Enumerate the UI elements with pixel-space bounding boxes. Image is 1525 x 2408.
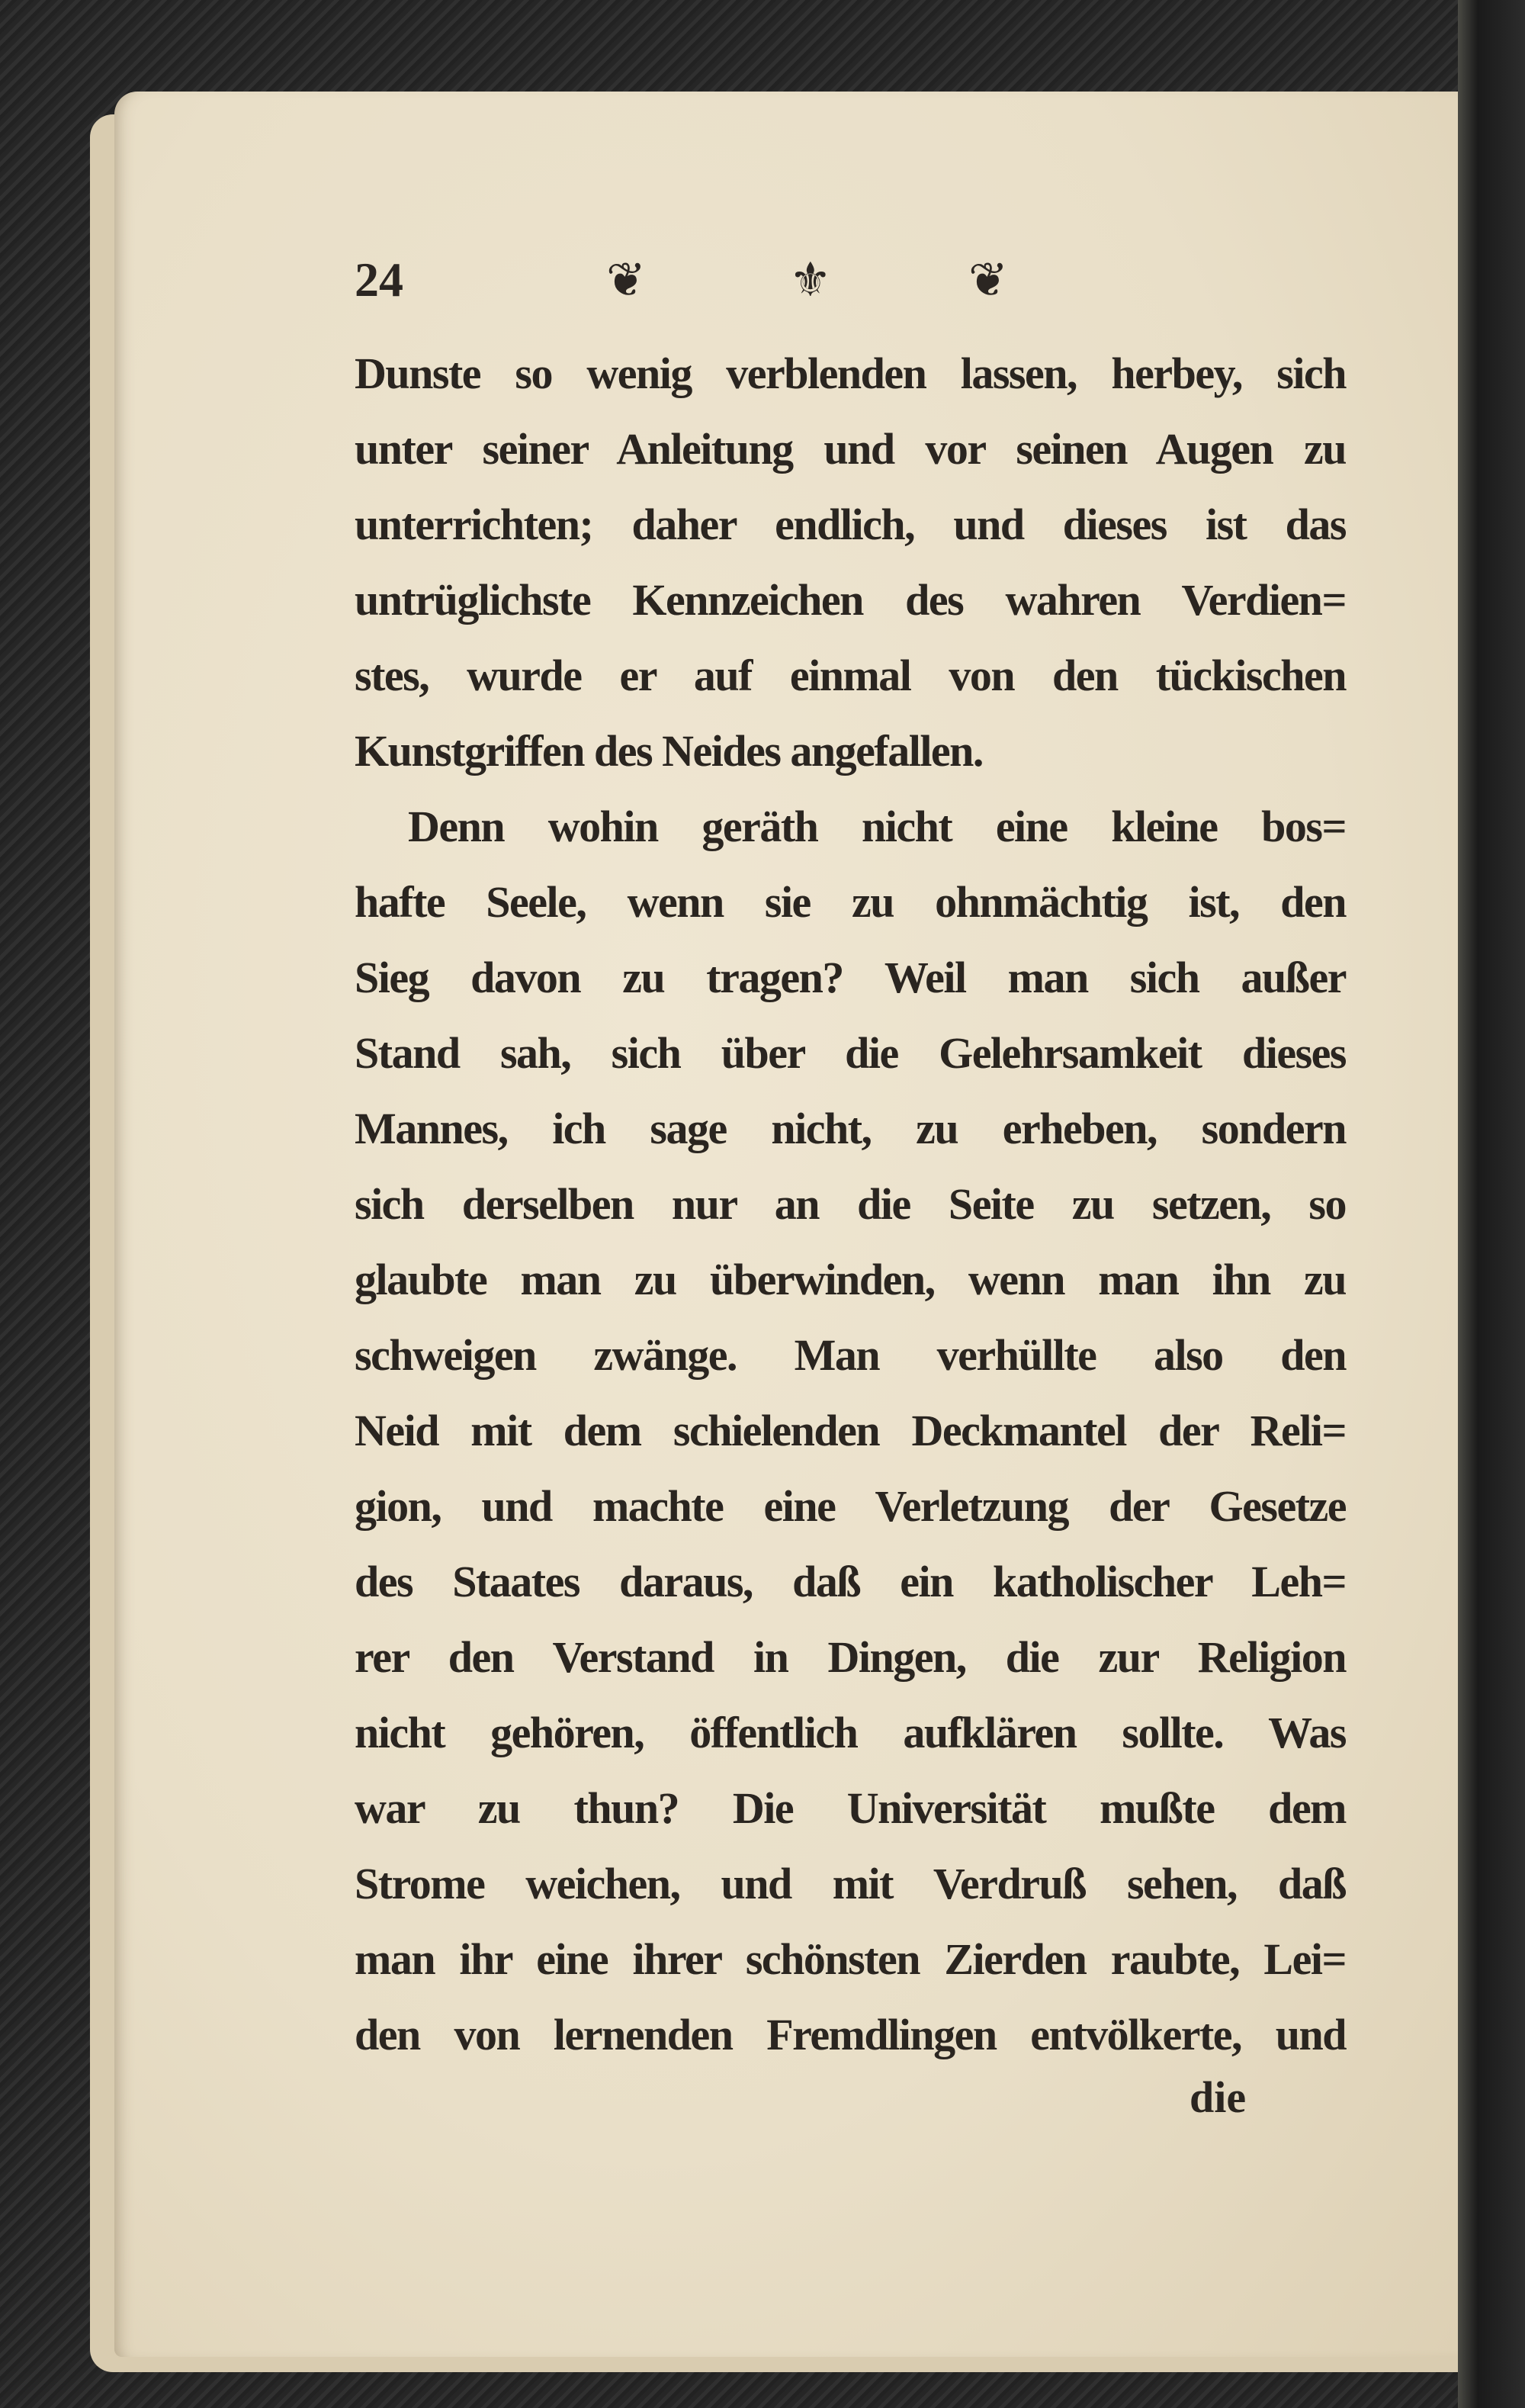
text-line: hafte Seele, wenn sie zu ohnmächtig ist, den [355, 877, 1346, 927]
text-line: untrüglichste Kennzeichen des wahren Verdien= [355, 575, 1346, 625]
ornament-icon: ❦ [968, 255, 1008, 307]
book-binding [1458, 0, 1525, 2408]
catchword: die [1190, 2072, 1247, 2122]
text-line: glaubte man zu überwinden, wenn man ihn zu [355, 1255, 1346, 1304]
text-line: Mannes, ich sage nicht, zu erheben, sondern [355, 1104, 1346, 1153]
text-line: rer den Verstand in Dingen, die zur Religion [355, 1632, 1346, 1682]
text-line: Dunste so wenig verblenden lassen, herbey, sich [355, 349, 1346, 398]
text-line: nicht gehören, öffentlich aufklären sollte. Was [355, 1708, 1346, 1757]
text-line: den von lernenden Fremdlingen entvölkerte, und [355, 2010, 1346, 2059]
text-line: war zu thun? Die Universität mußte dem [355, 1783, 1346, 1833]
ornament-icon: ❦ [606, 255, 646, 307]
text-line: Strome weichen, und mit Verdruß sehen, daß [355, 1859, 1346, 1908]
text-line: schweigen zwänge. Man verhüllte also den [355, 1330, 1346, 1380]
text-line: man ihr eine ihrer schönsten Zierden raubte, Lei= [355, 1934, 1346, 1984]
text-line: Neid mit dem schielenden Deckmantel der Reli= [355, 1406, 1346, 1455]
text-line: Kunstgriffen des Neides angefallen. [355, 726, 983, 776]
page-header [355, 252, 1300, 313]
text-line: Denn wohin geräth nicht eine kleine bos= [408, 802, 1346, 851]
text-line: Stand sah, sich über die Gelehrsamkeit dieses [355, 1028, 1346, 1078]
text-line: unter seiner Anleitung und vor seinen Augen zu [355, 424, 1346, 474]
page-number: 24 [355, 252, 403, 307]
text-line: unterrichten; daher endlich, und dieses ist das [355, 500, 1346, 549]
text-line: stes, wurde er auf einmal von den tückischen [355, 651, 1346, 700]
text-line: des Staates daraus, daß ein katholischer Leh= [355, 1557, 1346, 1606]
text-line: gion, und machte eine Verletzung der Gesetze [355, 1481, 1346, 1531]
body-text [355, 336, 1346, 2072]
ornament-icon: ⚜ [789, 255, 832, 307]
text-line: Sieg davon zu tragen? Weil man sich außer [355, 953, 1346, 1002]
text-line: sich derselben nur an die Seite zu setzen, so [355, 1179, 1346, 1229]
